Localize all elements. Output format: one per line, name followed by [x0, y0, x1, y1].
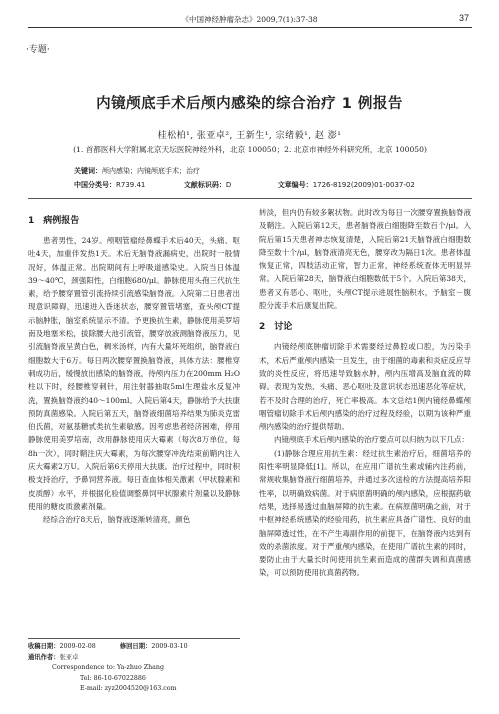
clc-label: 中国分类号： — [74, 181, 116, 189]
author-list: 桂松柏¹, 张亚卓², 王新生¹, 宗绪毅¹, 赵 澎¹ — [157, 131, 342, 141]
page-number: 37 — [458, 13, 469, 23]
email-link[interactable]: E-mail: zyz2004520@163.com — [80, 685, 177, 693]
clc-value: R739.41 — [116, 181, 146, 189]
received-date: 2009-02-08 — [59, 643, 96, 650]
revised-date: 2009-03-10 — [151, 643, 188, 650]
running-header — [0, 12, 499, 28]
body-paragraph: 经综合治疗8天后，脑脊液逐渐转清亮，颜色 — [43, 515, 191, 525]
affiliations: (1. 首都医科大学附属北京天坛医院神经外科，北京 100050；2. 北京市神经外科研究所，北京 100050) — [73, 145, 427, 154]
correspondence-line: Correspondence to: Ya-zhuo Zhang — [52, 664, 165, 672]
keywords-label: 关键词： — [74, 167, 102, 175]
body-paragraph: 内镜颅底手术后颅内感染的治疗要点可以归纳为以下几点： — [274, 435, 469, 445]
keywords-line — [74, 166, 200, 176]
right-column — [259, 206, 471, 580]
body-paragraph: (1)静脉合理应用抗生素：经过抗生素治疗后，细菌培养的阳性率明显降低[1]。所以，在应用广谱抗生素或辅内注药前，常规收集脑脊液行细菌培养，并通过多次送检的方法提高培养阳性率，以明确致病菌。对于病原菌明确的颅内感染，应根据药敏结果，选择易透过血脑屏障的抗生素。在病原菌明确之前，对于中枢神经系统感染的经验用药，抗生素应具备广谱性、良好的血脑屏障透过性，在不产生毒副作用的前提下，在脑脊液内达到有效的杀菌浓度。对于严重颅内感染，在使用广谱抗生素的同时，要防止由于大量长时间使用抗生素而造成的菌群失调和真菌感染，可以预防使用抗真菌药物。 — [259, 448, 471, 578]
classification-line — [74, 180, 434, 190]
article-number-value: 1726-8192(2009)01-0037-02 — [312, 181, 415, 189]
article-title: 内镜颅底手术后颅内感染的综合治疗 1 例报告 — [96, 96, 403, 112]
telephone-line: Tel: 86-10-67022886 — [80, 674, 146, 682]
corresponding-author — [28, 653, 240, 664]
doc-code-value: D — [225, 181, 232, 189]
left-column — [28, 206, 240, 527]
section-heading-case: 1 病例报告 — [28, 216, 80, 226]
revised-label: 修回日期： — [119, 643, 152, 650]
header-rule — [28, 27, 472, 28]
received-label: 收稿日期： — [28, 643, 60, 650]
abstract-separator — [28, 198, 472, 199]
article-number-label: 文章编号： — [277, 181, 313, 189]
author-label: 通讯作者： — [28, 653, 60, 661]
body-paragraph: 转淡，但内仍有较多絮状物。此时改为每日一次腰穿置换脑脊液及鞘注。入院后第12天，患者脑脊液白细胞降至数百个/μl。入院后第15天患者神志恢复清楚，入院后第21天脑脊液白细胞数降至数十个/μl，脑脊液清亮无色，腰穿改为隔日1次。患者体温恢复正常，四肢活动正常，智力正常，神经系统查体无明显异常。入院后第28天，脑脊液白细胞数低于5个。入院后第38天，患者又有恶心、呕吐，头颅CT提示进展性脑积水，予脑室－腹腔分流手术后康复出院。 — [259, 208, 471, 311]
author-name: 张亚卓 — [59, 653, 79, 661]
received-dates — [28, 642, 240, 653]
journal-citation: 《中国神经肿瘤杂志》2009,7(1):37-38 — [181, 15, 318, 24]
body-paragraph: 患者男性，24岁。颅咽管瘤经鼻蝶手术后40天，头痛、呕吐4天，加重伴发热1天。术后无脑脊液漏病史，出院时一般情况好，体温正常。出院期间有上呼吸道感染史。入院当日体温39～40℃，颈强阳性，白细胞680/μl。静脉使用头孢三代抗生素，给予腰穿置管引流持续引流感染脑脊液。入院第二日患者出现意识障碍，迅速进入昏迷状态，腰穿置管堵塞，查头颅CT提示脑肿胀，脑室系统显示不清。予更换抗生素，静脉使用美罗培南及地塞米松，拔除腰大池引流管，腰穿放液测脑脊液压力，见引流脑脊液呈黄白色，稠米汤样，内有大量坏死组织，脑脊液白细胞数大于6万。每日两次腰穿置换脑脊液，具体方法：腰椎穿刺成功后，缓慢放出感染的脑脊液，待颅内压力在200mm H₂O柱以下时，经腰椎穿刺针，用注射器抽取5ml生理盐水反复冲洗，置换脑脊液约40～100ml。入院后第4天，静脉给予大扶康预防真菌感染。入院后第五天，脑脊液细菌培养结果为肺炎克雷伯氏菌，对氨基糖甙类抗生素敏感。因考虑患者经济困难，停用静脉使用美罗培南，改用静脉使用庆大霉素（每次8万单位，每8h一次），同时鞘注庆大霉素，为每次腰穿冲洗结束前鞘内注入庆大霉素2万U。入院后第6天停用大扶康。治疗过程中，同时积极支持治疗，予鼻饲营养液。每日查血体相关激素（甲状腺素和皮质醇）水平，并根据化验值调整鼻饲甲状腺素片剂量以及静脉使用的糖皮质激素剂量。 — [28, 236, 240, 511]
section-heading-discussion: 2 讨论 — [259, 322, 293, 333]
doc-code-label: 文献标识码： — [183, 181, 226, 189]
keywords-value: 颅内感染；内镜颅底手术；治疗 — [102, 167, 200, 175]
body-paragraph: 内镜经颅底肿瘤切除手术需要经过鼻腔或口腔，为污染手术，术后严重颅内感染一旦发生，由于细菌的毒素和炎症反应导致的炎性反应，将迅速导致脑水肿，颅内压增高及脑血流的障碍。表现为发热、头痛、恶心呕吐及意识状态迅速恶化等症状，若不及时合理的治疗，死亡率极高。本文总结1例内镜经鼻蝶颅咽管瘤切除手术后颅内感染的治疗过程及经验，以期为该种严重颅内感染的治疗提供帮助。 — [259, 342, 471, 432]
footnote-box — [28, 638, 240, 695]
column-tag: ·专题· — [26, 45, 50, 55]
